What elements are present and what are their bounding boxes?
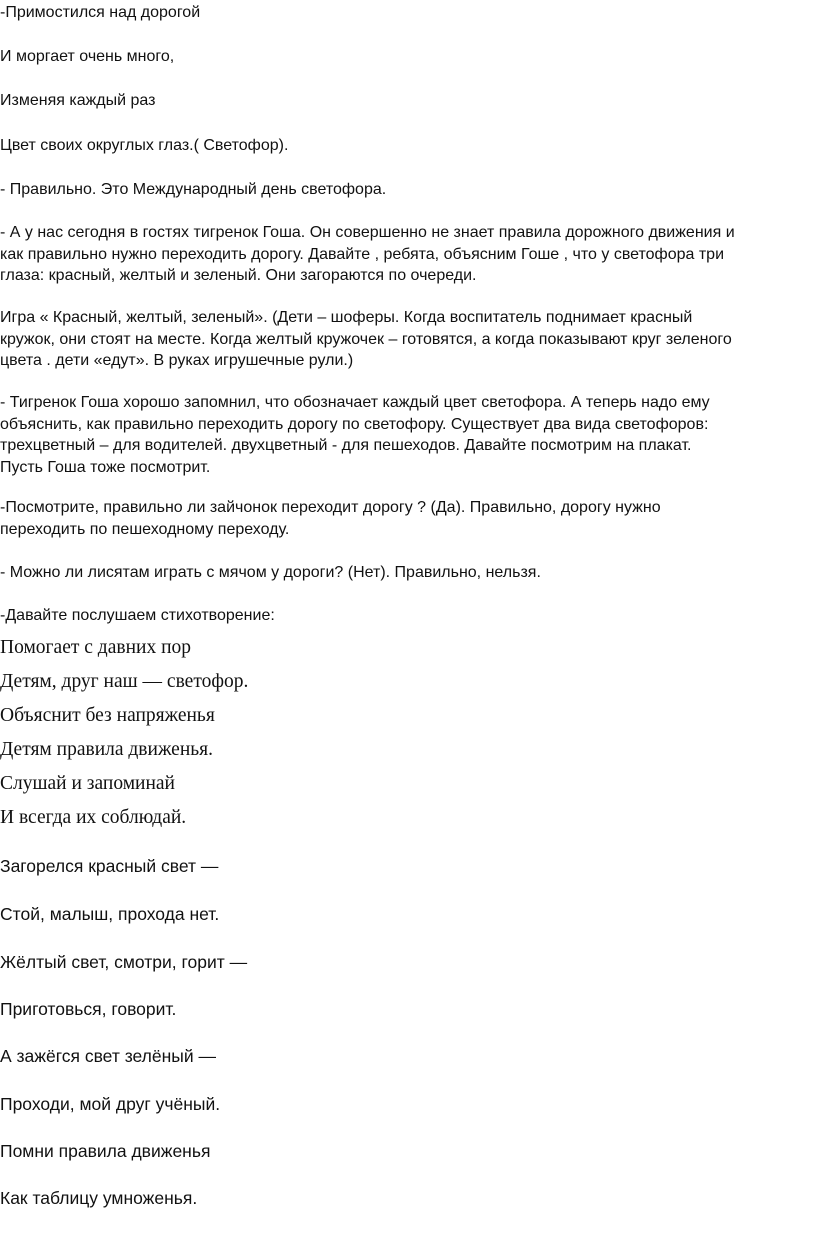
poem-sans-line-3: Жёлтый свет, смотри, горит — xyxy=(0,952,248,972)
riddle-line-4: Цвет своих округлых глаз.( Светофор). xyxy=(0,137,289,154)
poem-serif-line-5: Слушай и запоминай xyxy=(0,773,175,794)
riddle-line-2: И моргает очень много, xyxy=(0,48,175,65)
poem-sans-line-8: Как таблицу умноженья. xyxy=(0,1188,198,1208)
poem-serif-line-4: Детям правила движенья. xyxy=(0,739,213,760)
riddle-line-3: Изменяя каждый раз xyxy=(0,92,156,109)
bunny-line-2: переходить по пешеходному переходу. xyxy=(0,520,290,538)
poem-serif-line-1: Помогает с давних пор xyxy=(0,637,192,658)
game-line-1: Игра « Красный, желтый, зеленый». (Дети – шоферы. Когда воспитатель поднимает красный xyxy=(0,309,693,326)
guest-line-3: глаза: красный, желтый и зеленый. Они загораются по очереди. xyxy=(0,267,477,284)
game-line-3: цвета . дети «едут». В руках игрушечные рули.) xyxy=(0,352,354,369)
poem-sans-line-4: Приготовься, говорит. xyxy=(0,999,177,1019)
poem-sans-line-6: Проходи, мой друг учёный. xyxy=(0,1094,221,1114)
types-line-2: объяснить, как правильно переходить дорогу по светофору. Существует два вида светофоров: xyxy=(0,415,709,433)
correct-line: - Правильно. Это Международный день светофора. xyxy=(0,181,387,198)
guest-line-2: как правильно нужно переходить дорогу. Давайте , ребята, объясним Гоше , что у светофора три xyxy=(0,245,725,263)
game-line-2: кружок, они стоят на месте. Когда желтый кружочек – готовятся, а когда показывают круг зеленого xyxy=(0,330,732,348)
poem-serif-line-6: И всегда их соблюдай. xyxy=(0,807,187,828)
bunny-paragraph xyxy=(0,497,812,540)
poem-sans-line-2: Стой, малыш, прохода нет. xyxy=(0,904,220,924)
guest-paragraph xyxy=(0,222,812,287)
types-line-4: Пусть Гоша тоже посмотрит. xyxy=(0,458,211,476)
types-paragraph xyxy=(0,392,812,478)
poem-serif-line-2: Детям, друг наш — светофор. xyxy=(0,671,249,692)
poem-serif-line-3: Объяснит без напряженья xyxy=(0,705,215,726)
poem-intro: -Давайте послушаем стихотворение: xyxy=(0,607,275,624)
poem-sans-line-7: Помни правила движенья xyxy=(0,1141,211,1161)
game-paragraph xyxy=(0,307,812,372)
riddle-line-1: -Примостился над дорогой xyxy=(0,4,201,21)
poem-sans-line-1: Загорелся красный свет — xyxy=(0,856,219,876)
guest-line-1: - А у нас сегодня в гостях тигренок Гоша. Он совершенно не знает правила дорожного движения и xyxy=(0,224,735,241)
fox-line: - Можно ли лисятам играть с мячом у дороги? (Нет). Правильно, нельзя. xyxy=(0,564,541,581)
bunny-line-1: -Посмотрите, правильно ли зайчонок переходит дорогу ? (Да). Правильно, дорогу нужно xyxy=(0,499,661,516)
types-line-3: трехцветный – для водителей. двухцветный - для пешеходов. Давайте посмотрим на плакат. xyxy=(0,437,692,454)
poem-sans-line-5: А зажёгся свет зелёный — xyxy=(0,1046,216,1066)
types-line-1: - Тигренок Гоша хорошо запомнил, что обозначает каждый цвет светофора. А теперь надо ему xyxy=(0,394,710,411)
